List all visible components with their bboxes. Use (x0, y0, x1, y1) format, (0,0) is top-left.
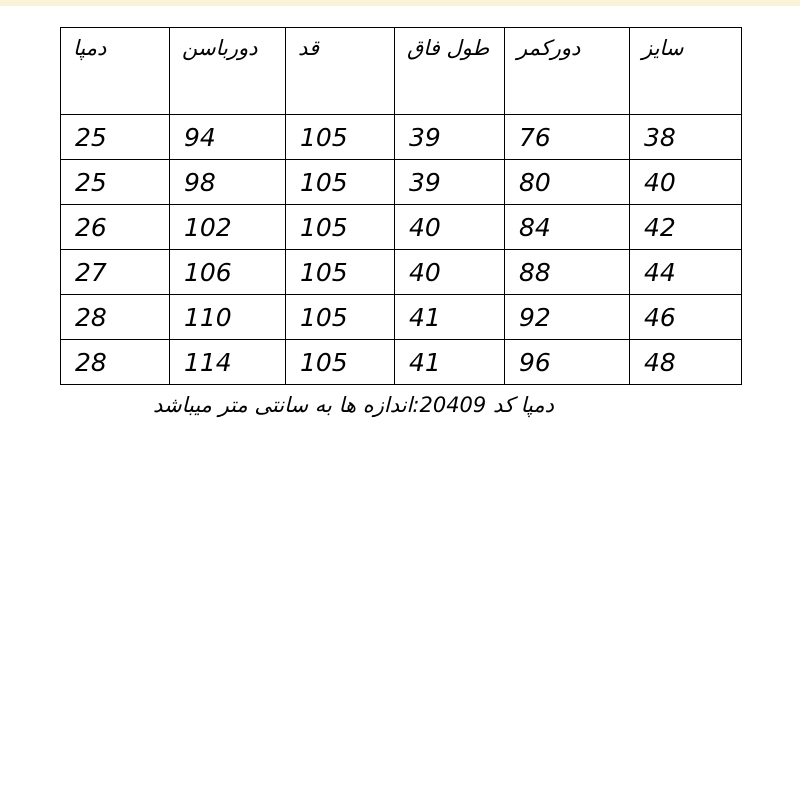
table-row (61, 115, 742, 160)
cell-waist: 84 (505, 205, 630, 250)
cell-waist: 76 (505, 115, 630, 160)
cell-rise: 39 (395, 160, 505, 205)
table-header-row (61, 28, 742, 115)
cell-rise: 41 (395, 295, 505, 340)
cell-rise: 39 (395, 115, 505, 160)
cell-waist: 96 (505, 340, 630, 385)
table-row (61, 250, 742, 295)
cell-length: 105 (286, 115, 395, 160)
cell-hip: 102 (170, 205, 286, 250)
header-size: سایز (630, 28, 742, 115)
size-chart-table (60, 27, 742, 385)
table-row (61, 295, 742, 340)
cell-hem: 28 (61, 340, 170, 385)
cell-hip: 110 (170, 295, 286, 340)
cell-hip: 94 (170, 115, 286, 160)
cell-waist: 80 (505, 160, 630, 205)
cell-hem: 27 (61, 250, 170, 295)
cell-size: 40 (630, 160, 742, 205)
cell-hip: 106 (170, 250, 286, 295)
header-rise: طول فاق (395, 28, 505, 115)
cell-hem: 25 (61, 160, 170, 205)
cell-size: 46 (630, 295, 742, 340)
cell-length: 105 (286, 295, 395, 340)
cell-length: 105 (286, 340, 395, 385)
cell-hem: 25 (61, 115, 170, 160)
cell-hip: 98 (170, 160, 286, 205)
cell-rise: 40 (395, 205, 505, 250)
table-row (61, 205, 742, 250)
cell-size: 44 (630, 250, 742, 295)
cell-waist: 92 (505, 295, 630, 340)
measurement-note: دمپا کد 20409:اندازه ها به سانتی متر میباشد (152, 393, 554, 417)
cell-size: 42 (630, 205, 742, 250)
header-waist: دورکمر (505, 28, 630, 115)
cell-length: 105 (286, 205, 395, 250)
top-highlight-strip (0, 0, 800, 6)
cell-rise: 40 (395, 250, 505, 295)
table-row (61, 160, 742, 205)
cell-length: 105 (286, 160, 395, 205)
cell-length: 105 (286, 250, 395, 295)
cell-waist: 88 (505, 250, 630, 295)
cell-rise: 41 (395, 340, 505, 385)
cell-hem: 26 (61, 205, 170, 250)
cell-size: 38 (630, 115, 742, 160)
header-length: قد (286, 28, 395, 115)
cell-hem: 28 (61, 295, 170, 340)
header-hem: دمپا (61, 28, 170, 115)
header-hip: دورباسن (170, 28, 286, 115)
table-row (61, 340, 742, 385)
cell-hip: 114 (170, 340, 286, 385)
cell-size: 48 (630, 340, 742, 385)
